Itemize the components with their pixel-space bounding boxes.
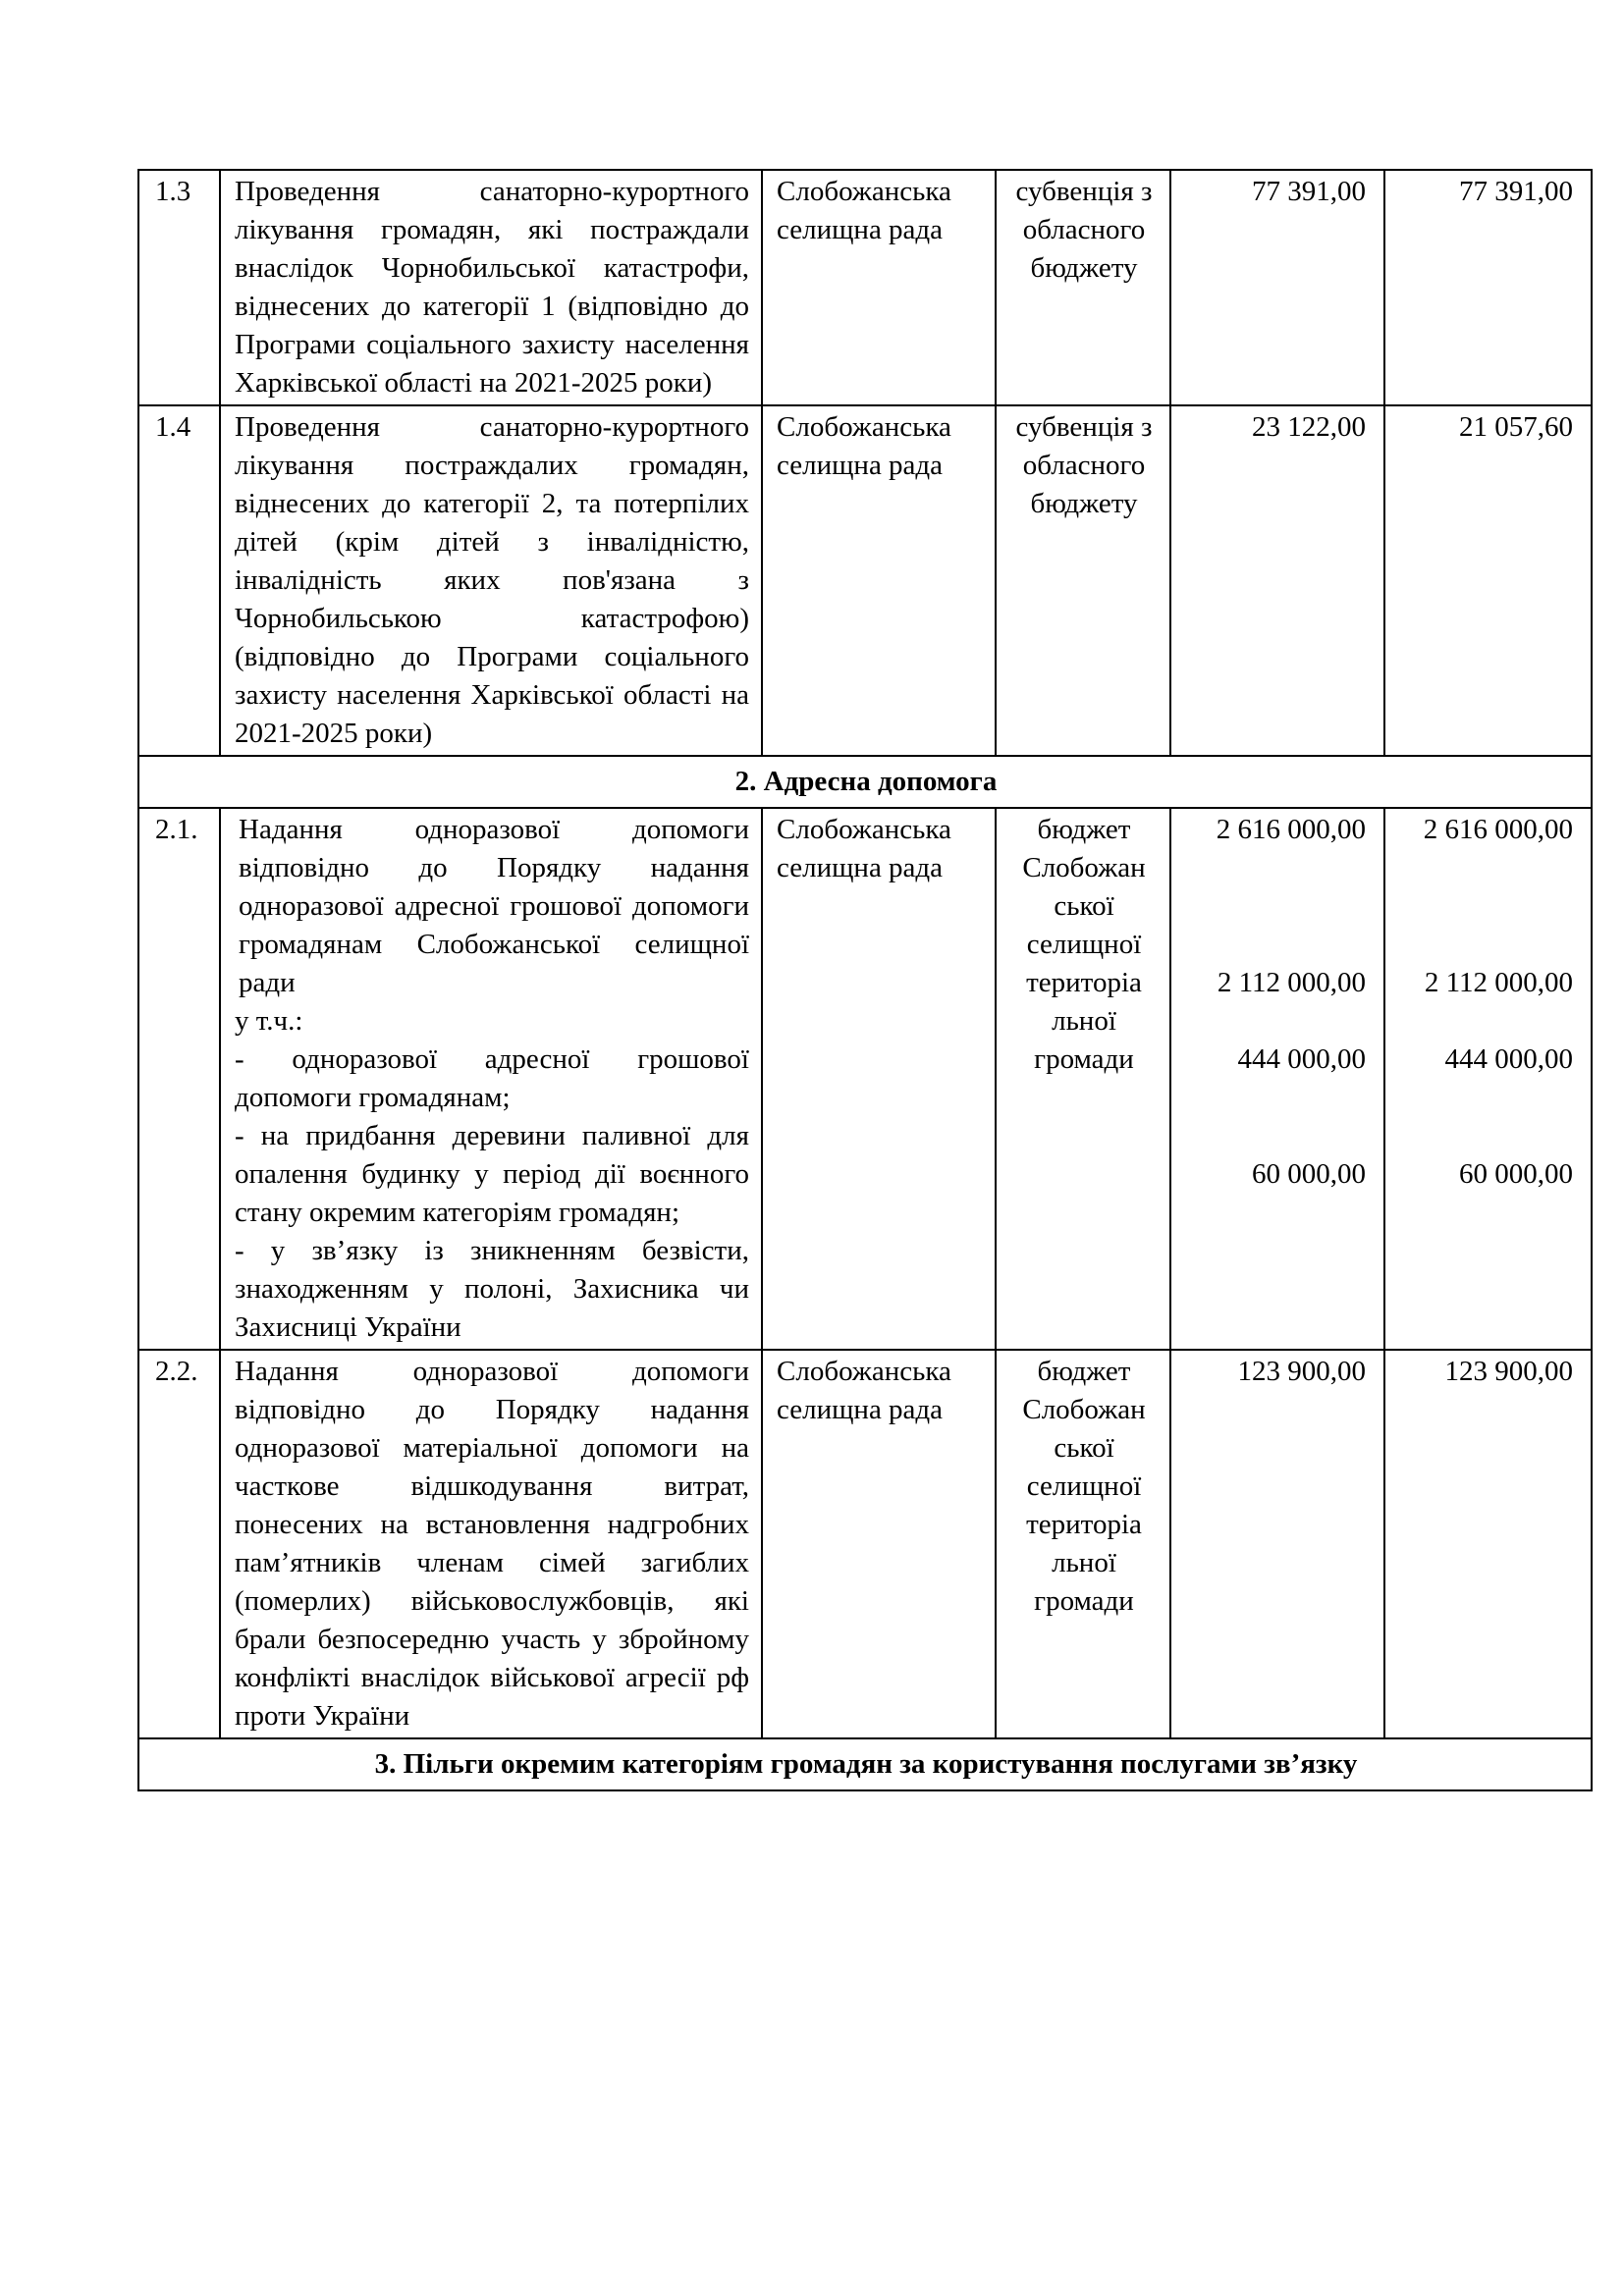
row-amount-planned: 77 391,00	[1170, 170, 1384, 405]
table-row	[138, 170, 1592, 405]
row-funding-source: субвенція з обласного бюджету	[996, 170, 1170, 405]
description-including: у т.ч.:	[235, 1005, 303, 1037]
row-description	[220, 808, 762, 1350]
row-description: Проведення санаторно-курортного лікування постраждалих громадян, віднесених до категорії 2, та потерпілих дітей (крім дітей з інвалідністю, інвалідність яких пов'язана з Чорнобильською катастрофою) (відповідно до Програми соціального захисту населення Харківської області на 2021-2025 роки)	[220, 405, 762, 756]
row-number: 2.1.	[138, 808, 220, 1350]
row-number: 1.4	[138, 405, 220, 756]
row-executor: Слобожанська селищна рада	[762, 405, 996, 756]
amount-sub-2: 444 000,00	[1237, 1043, 1366, 1075]
amount-sub-3: 60 000,00	[1459, 1158, 1573, 1190]
row-description: Проведення санаторно-курортного лікування громадян, які постраждали внаслідок Чорнобильської катастрофи, віднесених до категорії 1 (відповідно до Програми соціального захисту населення Харківської області на 2021-2025 роки)	[220, 170, 762, 405]
row-amount-actual	[1384, 808, 1592, 1350]
amount-total: 2 616 000,00	[1423, 814, 1573, 845]
row-amount-planned: 23 122,00	[1170, 405, 1384, 756]
table-row	[138, 808, 1592, 1350]
row-amount-actual: 21 057,60	[1384, 405, 1592, 756]
description-sub-item: - одноразової адресної грошової допомоги громадянам;	[235, 1043, 749, 1113]
description-sub-item: - у зв’язку із зникненням безвісти, знаходженням у полоні, Захисника чи Захисниці України	[235, 1235, 749, 1343]
section-header-row	[138, 756, 1592, 808]
section-title: 2. Адресна допомога	[138, 756, 1592, 808]
amount-sub-2: 444 000,00	[1444, 1043, 1573, 1075]
row-amount-planned: 123 900,00	[1170, 1350, 1384, 1738]
budget-table	[137, 169, 1593, 1791]
row-funding-source: бюджет Слобожан ської селищної територіа льної громади	[996, 808, 1170, 1350]
amount-sub-1: 2 112 000,00	[1217, 967, 1366, 998]
row-funding-source: субвенція з обласного бюджету	[996, 405, 1170, 756]
row-executor: Слобожанська селищна рада	[762, 1350, 996, 1738]
row-amount-actual: 123 900,00	[1384, 1350, 1592, 1738]
table-row	[138, 405, 1592, 756]
row-amount-actual: 77 391,00	[1384, 170, 1592, 405]
section-title: 3. Пільги окремим категоріям громадян за користування послугами зв’язку	[138, 1738, 1592, 1790]
section-header-row	[138, 1738, 1592, 1790]
table-row	[138, 1350, 1592, 1738]
row-funding-source: бюджет Слобожан ської селищної територіа льної громади	[996, 1350, 1170, 1738]
description-sub-item: - на придбання деревини паливної для опалення будинку у період дії воєнного стану окремим категоріям громадян;	[235, 1120, 749, 1228]
row-number: 2.2.	[138, 1350, 220, 1738]
amount-sub-1: 2 112 000,00	[1424, 967, 1573, 998]
row-description: Надання одноразової допомоги відповідно до Порядку надання одноразової матеріальної допомоги на часткове відшкодування витрат, понесених на встановлення надгробних пам’ятників членам сімей загиблих (померлих) військовослужбовців, які брали безпосередню участь у збройному конфлікті внаслідок військової агресії рф проти України	[220, 1350, 762, 1738]
row-amount-planned	[1170, 808, 1384, 1350]
row-executor: Слобожанська селищна рада	[762, 170, 996, 405]
amount-total: 2 616 000,00	[1216, 814, 1366, 845]
row-number: 1.3	[138, 170, 220, 405]
description-main: Надання одноразової допомоги відповідно до Порядку надання одноразової адресної грошової допомоги громадянам Слобожанської селищної ради	[239, 814, 749, 998]
amount-sub-3: 60 000,00	[1252, 1158, 1366, 1190]
row-executor: Слобожанська селищна рада	[762, 808, 996, 1350]
